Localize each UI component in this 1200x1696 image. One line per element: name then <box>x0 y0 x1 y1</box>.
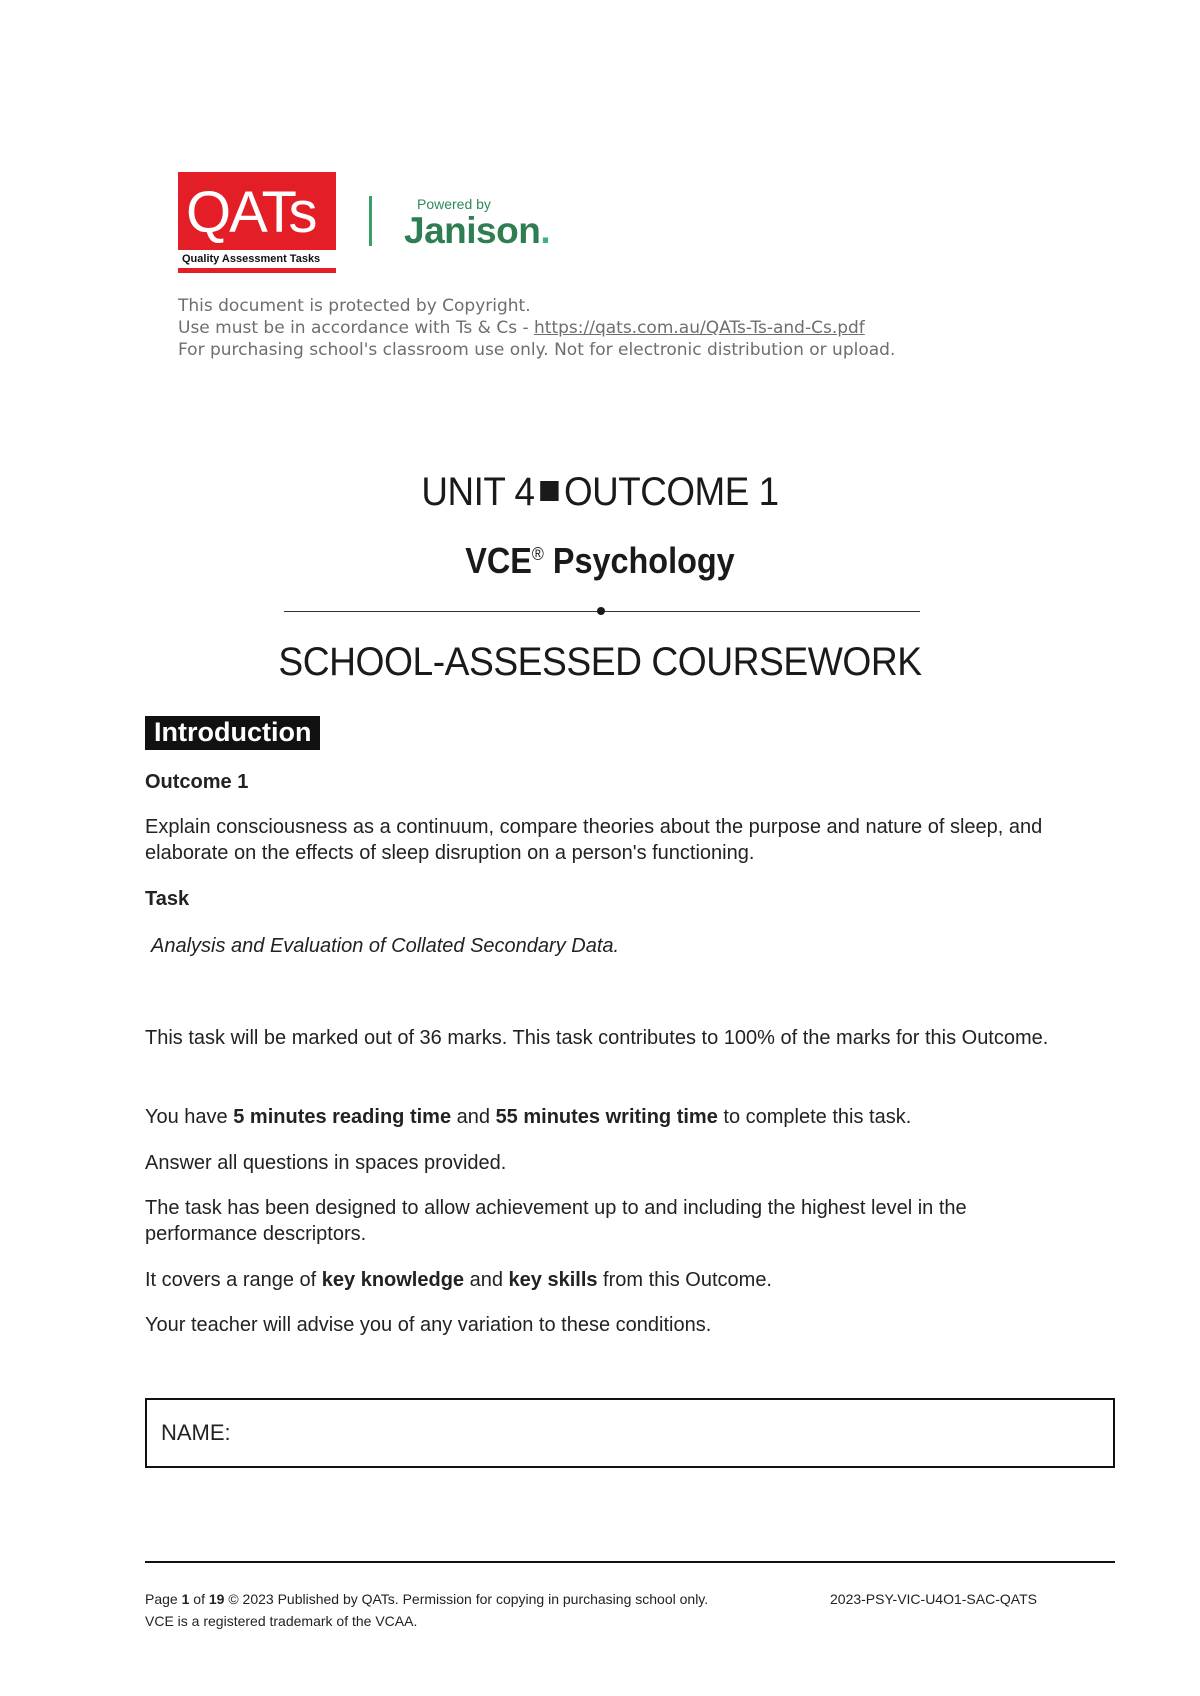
square-bullet-icon <box>540 481 558 501</box>
unit-label: UNIT 4 <box>421 470 535 514</box>
design-info: The task has been designed to allow achievement up to and including the highest level in the performance descriptors. <box>145 1197 967 1245</box>
subject-name: Psychology <box>543 540 735 581</box>
janison-logo-dot: . <box>540 210 551 251</box>
task-name: Analysis and Evaluation of Collated Secondary Data. <box>151 935 620 957</box>
of-word: of <box>189 1591 209 1607</box>
time-prefix: You have <box>145 1106 234 1128</box>
copyright-notice-line: This document is protected by Copyright. <box>178 296 531 316</box>
covers-prefix: It covers a range of <box>145 1269 322 1291</box>
key-skills: key skills <box>508 1269 598 1291</box>
subject-title <box>60 540 1140 582</box>
coverage-info <box>145 1267 1065 1293</box>
registered-mark: ® <box>531 544 544 564</box>
writing-time: 55 minutes writing time <box>495 1106 718 1128</box>
qats-logo-tagline: Quality Assessment Tasks <box>182 253 321 265</box>
janison-logo <box>404 210 550 252</box>
janison-logo-text: Janison <box>404 210 541 251</box>
divider-dot-icon <box>597 607 605 615</box>
page-number: 1 <box>181 1591 190 1607</box>
variation-advice: Your teacher will advise you of any variation to these conditions. <box>145 1314 712 1336</box>
terms-prefix: Use must be in accordance with Ts & Cs - <box>178 318 535 338</box>
outcome-title-label: OUTCOME 1 <box>563 470 779 514</box>
subject-prefix: VCE <box>465 540 532 581</box>
time-info <box>145 1104 1065 1130</box>
unit-outcome-title <box>48 470 1152 515</box>
page-word: Page <box>145 1591 182 1607</box>
answer-instruction: Answer all questions in spaces provided. <box>145 1152 507 1174</box>
footer-divider <box>145 1561 1115 1563</box>
outcome-label: Outcome 1 <box>145 771 249 793</box>
introduction-heading: Introduction <box>145 716 320 750</box>
task-label: Task <box>145 888 190 910</box>
usage-notice-line: For purchasing school's classroom use only. Not for electronic distribution or upload. <box>178 340 896 360</box>
covers-suffix: from this Outcome. <box>597 1269 772 1291</box>
logo-divider <box>369 196 372 246</box>
name-field-label: NAME: <box>161 1420 231 1445</box>
outcome-description: Explain consciousness as a continuum, compare theories about the purpose and nature of sleep, and elaborate on the effects of sleep disruption on a person's functioning. <box>145 816 1043 864</box>
trademark-notice: VCE is a registered trademark of the VCAA. <box>145 1613 418 1629</box>
terms-notice-line <box>178 318 865 338</box>
key-knowledge: key knowledge <box>321 1269 465 1291</box>
powered-by-text: Powered by <box>417 196 491 212</box>
time-mid: and <box>451 1106 496 1128</box>
qats-logo <box>178 172 336 273</box>
marks-info: This task will be marked out of 36 marks. This task contributes to 100% of the marks for this Outcome. <box>145 1027 1049 1049</box>
terms-link[interactable]: https://qats.com.au/QATs-Ts-and-Cs.pdf <box>534 318 865 338</box>
reading-time: 5 minutes reading time <box>233 1106 452 1128</box>
footer-page-info <box>145 1591 1115 1607</box>
document-code: 2023-PSY-VIC-U4O1-SAC-QATS <box>830 1591 1037 1607</box>
coursework-title: SCHOOL-ASSESSED COURSEWORK <box>278 640 922 684</box>
name-field[interactable] <box>145 1398 1115 1468</box>
time-suffix: to complete this task. <box>717 1106 912 1128</box>
page-total: 19 <box>208 1591 225 1607</box>
publish-notice: © 2023 Published by QATs. Permission for copying in purchasing school only. <box>224 1591 709 1607</box>
covers-mid: and <box>464 1269 509 1291</box>
qats-logo-brand: QATs <box>186 180 316 245</box>
